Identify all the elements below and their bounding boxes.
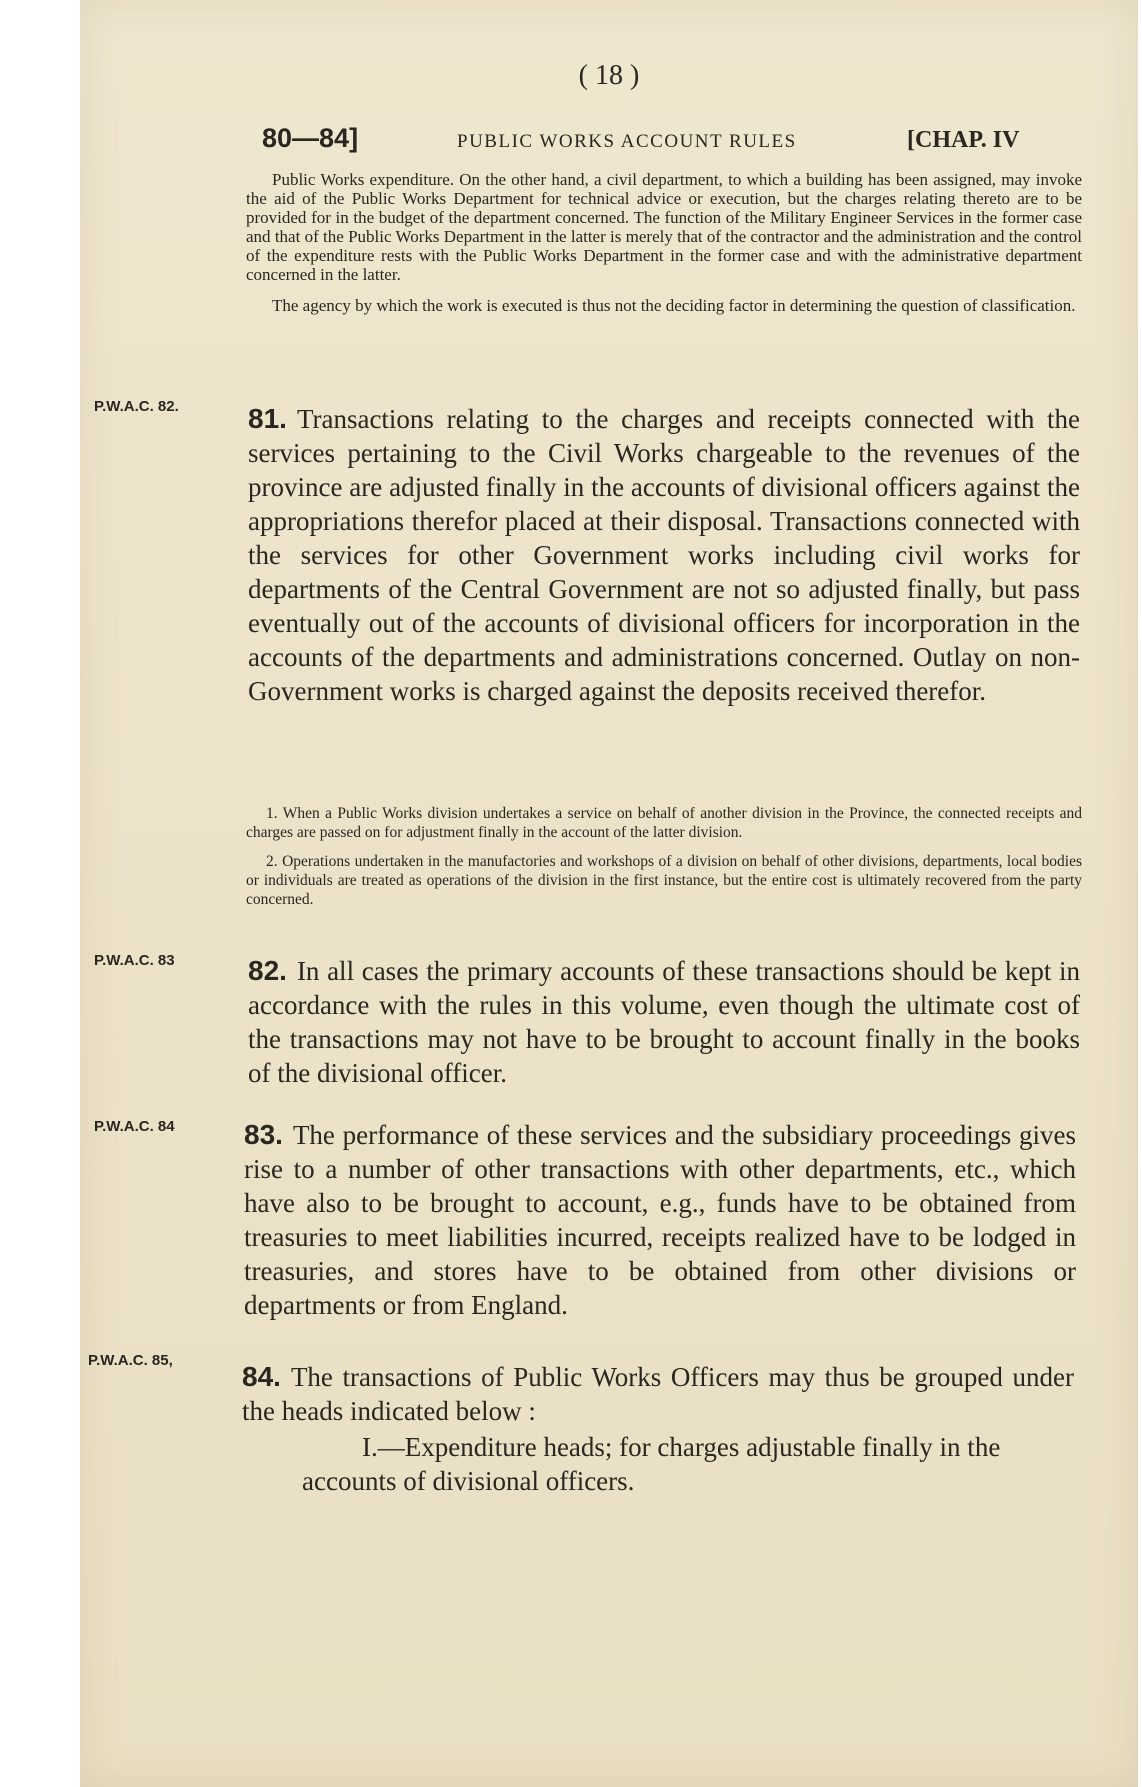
rule-text: The transactions of Public Works Officers may thus be grouped under the heads indicated below : [242,1362,1074,1426]
intro-block [246,170,1082,315]
margin-reference-84: P.W.A.C. 84 [94,1118,175,1135]
running-header [262,123,1082,163]
running-title: PUBLIC WORKS ACCOUNT RULES [457,131,797,152]
rule-text: Transactions relating to the charges and receipts connected with the services pertaining to the Civil Works chargeable to the revenues of the province are adjusted finally in the accounts of divisional officers against the appropriations therefor placed at their disposal. Transactions connected with the services for other Government works including civil works for departments of the Central Government are not so adjusted finally, but pass eventually out of the accounts of divisional officers for incorporation in the accounts of the departments and administrations concerned. Outlay on non-Government works is charged against the deposits received therefor. [248,404,1080,706]
rule-82 [248,954,1080,1090]
rule-text: The performance of these services and the subsidiary proceedings gives rise to a number of other transactions with other departments, etc., which have also to be brought to account, e.g., funds have to be obtained from treasuries to meet liabilities incurred, receipts realized have to be lodged in treasuries, and stores have to be obtained from other divisions or departments or from England. [244,1120,1076,1320]
head-item-1: I.—Expenditure heads; for charges adjustable finally in the accounts of divisional officers. [302,1432,1001,1496]
section-range: 80—84] [262,123,359,153]
rule-text: In all cases the primary accounts of these transactions should be kept in accordance with the rules in this volume, even though the ultimate cost of the transactions may not have to be brought to account finally in the books of the divisional officer. [248,956,1080,1088]
rule-number: 82. [248,955,287,986]
rule-number: 81. [248,403,287,434]
document-page [80,0,1138,1787]
note-2: 2. Operations undertaken in the manufactories and workshops of a division on behalf of other divisions, departments, local bodies or individuals are treated as operations of the division in the first instance, but the entire cost is ultimately recovered from the party concerned. [246,853,1082,908]
rule-83 [244,1118,1076,1322]
intro-paragraph-1: Public Works expenditure. On the other hand, a civil department, to which a building has been assigned, may invoke the aid of the Public Works Department for technical advice or execution, but the charges relating thereto are to be provided for in the budget of the department concerned. The function of the Military Engineer Services in the former case and that of the Public Works Department in the latter is merely that of the contractor and the administration and the control of the expenditure rests with the Public Works Department in the former case and with the administrative department concerned in the latter. [246,170,1082,284]
margin-reference-85: P.W.A.C. 85, [88,1352,173,1369]
notes-block [246,804,1082,919]
rule-number: 83. [244,1119,283,1150]
chapter-label: [CHAP. IV [907,127,1020,153]
page-number: ( 18 ) [578,60,640,91]
rule-81 [248,402,1080,708]
margin-reference-83: P.W.A.C. 83 [94,952,175,969]
intro-paragraph-2: The agency by which the work is executed is thus not the deciding factor in determining the question of classification. [272,296,1076,315]
rule-number: 84. [242,1361,281,1392]
note-1: 1. When a Public Works division undertakes a service on behalf of another division in the Province, the connected receipts and charges are passed on for adjustment finally in the account of the latter division. [246,805,1082,841]
rule-84 [242,1360,1074,1428]
margin-reference-82: P.W.A.C. 82. [94,398,179,415]
